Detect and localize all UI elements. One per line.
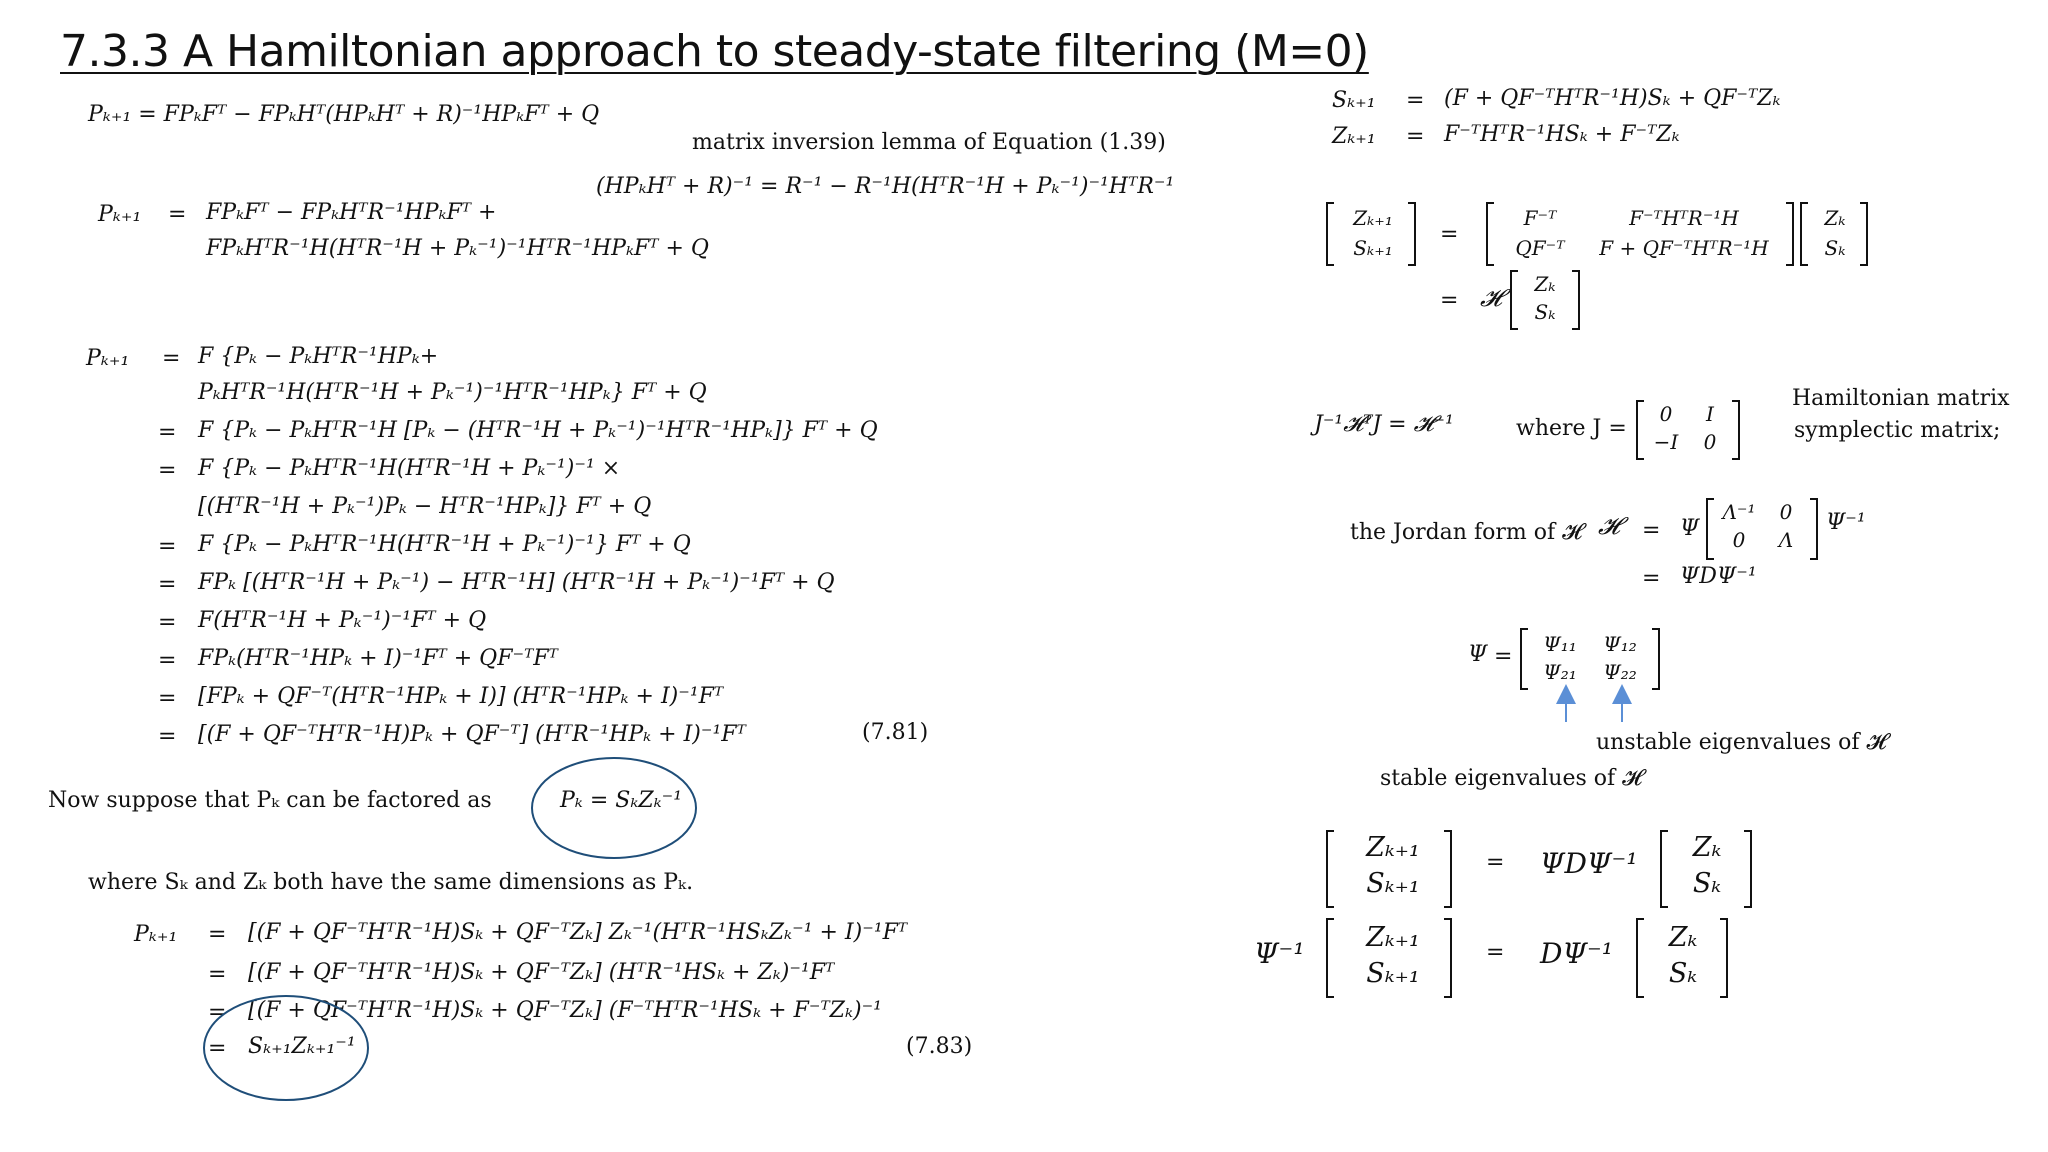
derivation-line: [(F + QF⁻ᵀHᵀR⁻¹H)Pₖ + QF⁻ᵀ] (HᵀR⁻¹HPₖ + I)⁻¹Fᵀ — [198, 722, 746, 747]
j-11: 0 — [1659, 402, 1673, 426]
unstable-label: unstable eigenvalues of 𝓗 — [1596, 730, 1887, 755]
vec-k-z: Zₖ — [1668, 922, 1698, 953]
riccati-equation: Pₖ₊₁ = FPₖFᵀ − FPₖHᵀ(HPₖHᵀ + R)⁻¹HPₖFᵀ + Q — [88, 102, 600, 127]
s-next-rhs: (F + QF⁻ᵀHᵀR⁻¹H)Sₖ + QF⁻ᵀZₖ — [1444, 86, 1781, 111]
lambda-21: 0 — [1732, 528, 1746, 552]
matrix-a11: F⁻ᵀ — [1523, 206, 1557, 230]
equals-sign: = — [158, 534, 177, 559]
equation-number-781: (7.81) — [862, 720, 929, 745]
jordan-label: the Jordan form of 𝓗 — [1350, 520, 1582, 545]
lemma-label: matrix inversion lemma of Equation (1.39) — [692, 130, 1166, 155]
expanded-lhs: Pₖ₊₁ — [98, 202, 142, 227]
psi-inverse: Ψ⁻¹ — [1826, 510, 1866, 535]
lambda-11: Λ⁻¹ — [1722, 500, 1756, 524]
vec-k-z: Zₖ — [1692, 832, 1722, 863]
derivation-line: FPₖ [(HᵀR⁻¹H + Pₖ⁻¹) − HᵀR⁻¹H] (HᵀR⁻¹H + Pₖ⁻¹)⁻¹Fᵀ + Q — [198, 570, 835, 595]
derivation-line: F {Pₖ − PₖHᵀR⁻¹HPₖ+ — [198, 344, 439, 369]
equals-sign: = — [158, 610, 177, 635]
vec-k-z: Zₖ — [1824, 206, 1846, 230]
expanded-line-2: FPₖHᵀR⁻¹H(HᵀR⁻¹H + Pₖ⁻¹)⁻¹HᵀR⁻¹HPₖFᵀ + Q — [206, 236, 709, 261]
vec-next-s: Sₖ₊₁ — [1353, 236, 1393, 260]
page-title: 7.3.3 A Hamiltonian approach to steady-state filtering (M=0) — [60, 26, 1369, 77]
lambda-12: 0 — [1779, 500, 1793, 524]
equals-sign: = — [158, 648, 177, 673]
equals-sign: = — [1494, 644, 1513, 669]
j-12: I — [1706, 402, 1714, 426]
lambda-22: Λ — [1778, 528, 1794, 552]
symplectic-note: symplectic matrix; — [1794, 418, 2001, 443]
script-h-symbol: 𝓗 — [1480, 284, 1502, 312]
equals-sign: = — [208, 922, 227, 947]
equals-sign: = — [162, 346, 181, 371]
script-h-symbol: 𝓗 — [1598, 512, 1620, 540]
vec-next-s: Sₖ₊₁ — [1366, 868, 1420, 899]
factor-equation: Pₖ = SₖZₖ⁻¹ — [560, 788, 683, 813]
derivation-line: [FPₖ + QF⁻ᵀ(HᵀR⁻¹HPₖ + I)] (HᵀR⁻¹HPₖ + I)⁻¹Fᵀ — [198, 684, 724, 709]
psi-d-psi-inverse: ΨDΨ⁻¹ — [1680, 564, 1757, 589]
derivation-line: [(HᵀR⁻¹H + Pₖ⁻¹)Pₖ − HᵀR⁻¹HPₖ]} Fᵀ + Q — [198, 494, 652, 519]
equals-sign: = — [158, 458, 177, 483]
suppose-text: Now suppose that Pₖ can be factored as — [48, 788, 492, 813]
psi-22: Ψ₂₂ — [1603, 660, 1637, 684]
where-j-label: where J = — [1516, 416, 1627, 441]
vec-k-s: Sₖ — [1692, 868, 1722, 899]
j-22: 0 — [1703, 430, 1717, 454]
matrix-a22: F + QF⁻ᵀHᵀR⁻¹H — [1599, 236, 1769, 260]
derivation-line: FPₖ(HᵀR⁻¹HPₖ + I)⁻¹Fᵀ + QF⁻ᵀFᵀ — [198, 646, 558, 671]
j-21: −I — [1653, 430, 1679, 454]
psi-11: Ψ₁₁ — [1543, 632, 1577, 656]
matrix-a12: F⁻ᵀHᵀR⁻¹H — [1629, 206, 1739, 230]
equals-sign: = — [1642, 518, 1661, 543]
equals-sign: = — [1440, 222, 1459, 247]
psi-21: Ψ₂₁ — [1543, 660, 1577, 684]
equals-sign: = — [158, 724, 177, 749]
equation-number-783: (7.83) — [906, 1034, 973, 1059]
psi-inverse: Ψ⁻¹ — [1254, 937, 1305, 970]
vec-next-z: Zₖ₊₁ — [1366, 922, 1420, 953]
vec-k-z: Zₖ — [1534, 272, 1556, 296]
result-highlight-ellipse — [204, 996, 368, 1100]
final-line: [(F + QF⁻ᵀHᵀR⁻¹H)Sₖ + QF⁻ᵀZₖ] (F⁻ᵀHᵀR⁻¹HSₖ + F⁻ᵀZₖ)⁻¹ — [248, 998, 883, 1023]
derivation-line: F {Pₖ − PₖHᵀR⁻¹H(HᵀR⁻¹H + Pₖ⁻¹)⁻¹} Fᵀ + Q — [198, 532, 691, 557]
s-next-lhs: Sₖ₊₁ — [1332, 88, 1376, 113]
equals-sign: = — [1406, 124, 1425, 149]
equals-sign: = — [1406, 88, 1425, 113]
vec-next-s: Sₖ₊₁ — [1366, 958, 1420, 989]
vec-k-s: Sₖ — [1824, 236, 1846, 260]
final-line: Sₖ₊₁Zₖ₊₁⁻¹ — [248, 1034, 356, 1059]
equals-sign: = — [1440, 288, 1459, 313]
symplectic-equation: J⁻¹𝓗ᵀJ = 𝓗⁻¹ — [1314, 412, 1454, 437]
vec-k-s: Sₖ — [1534, 300, 1556, 324]
stable-label: stable eigenvalues of 𝓗 — [1380, 766, 1642, 791]
equals-sign: = — [1486, 850, 1505, 875]
z-next-rhs: F⁻ᵀHᵀR⁻¹HSₖ + F⁻ᵀZₖ — [1444, 122, 1680, 147]
equals-sign: = — [168, 202, 187, 227]
vec-next-z: Zₖ₊₁ — [1366, 832, 1420, 863]
derivation-line: F {Pₖ − PₖHᵀR⁻¹H(HᵀR⁻¹H + Pₖ⁻¹)⁻¹ × — [198, 456, 621, 481]
final-lhs: Pₖ₊₁ — [134, 922, 178, 947]
hamiltonian-note: Hamiltonian matrix — [1792, 386, 2010, 411]
equals-sign: = — [158, 686, 177, 711]
equals-sign: = — [208, 1036, 227, 1061]
matrix-a21: QF⁻ᵀ — [1515, 236, 1565, 260]
psi-symbol: Ψ — [1468, 642, 1488, 667]
equals-sign: = — [208, 1000, 227, 1025]
derivation-line: F(HᵀR⁻¹H + Pₖ⁻¹)⁻¹Fᵀ + Q — [198, 608, 487, 633]
psi-symbol: Ψ — [1680, 516, 1700, 541]
lemma-equation: (HPₖHᵀ + R)⁻¹ = R⁻¹ − R⁻¹H(HᵀR⁻¹H + Pₖ⁻¹)⁻¹HᵀR⁻¹ — [596, 174, 1175, 199]
d-psi-inverse: DΨ⁻¹ — [1540, 937, 1614, 970]
derivation-line: F {Pₖ − PₖHᵀR⁻¹H [Pₖ − (HᵀR⁻¹H + Pₖ⁻¹)⁻¹HᵀR⁻¹HPₖ]} Fᵀ + Q — [198, 418, 878, 443]
equals-sign: = — [208, 962, 227, 987]
equals-sign: = — [158, 420, 177, 445]
dimensions-text: where Sₖ and Zₖ both have the same dimensions as Pₖ. — [88, 870, 694, 895]
psi-12: Ψ₁₂ — [1603, 632, 1637, 656]
vec-k-s: Sₖ — [1668, 958, 1698, 989]
equals-sign: = — [158, 572, 177, 597]
derivation-lhs: Pₖ₊₁ — [86, 346, 130, 371]
equals-sign: = — [1642, 566, 1661, 591]
expanded-line-1: FPₖFᵀ − FPₖHᵀR⁻¹HPₖFᵀ + — [206, 200, 497, 225]
derivation-line: PₖHᵀR⁻¹H(HᵀR⁻¹H + Pₖ⁻¹)⁻¹HᵀR⁻¹HPₖ} Fᵀ + Q — [198, 380, 707, 405]
psi-d-psi-inverse: ΨDΨ⁻¹ — [1540, 847, 1638, 880]
final-line: [(F + QF⁻ᵀHᵀR⁻¹H)Sₖ + QF⁻ᵀZₖ] Zₖ⁻¹(HᵀR⁻¹HSₖZₖ⁻¹ + I)⁻¹Fᵀ — [248, 920, 908, 945]
vec-next-z: Zₖ₊₁ — [1353, 206, 1393, 230]
equals-sign: = — [1486, 940, 1505, 965]
z-next-lhs: Zₖ₊₁ — [1332, 124, 1376, 149]
final-line: [(F + QF⁻ᵀHᵀR⁻¹H)Sₖ + QF⁻ᵀZₖ] (HᵀR⁻¹HSₖ + Zₖ)⁻¹Fᵀ — [248, 960, 835, 985]
factor-highlight-ellipse — [532, 758, 696, 858]
